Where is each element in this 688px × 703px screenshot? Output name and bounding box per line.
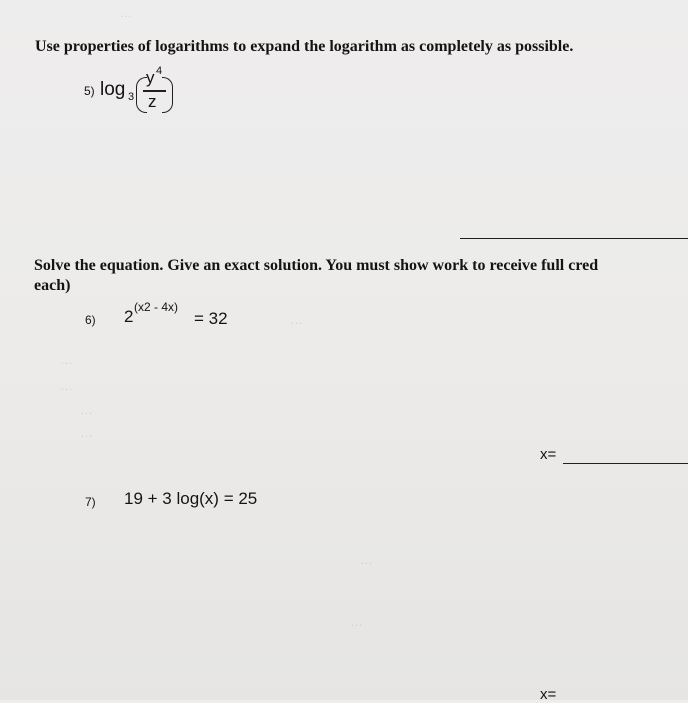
bleed-through-text: … [80, 425, 93, 440]
equation-rhs: = 32 [194, 309, 228, 328]
numerator-exponent: 4 [156, 65, 163, 77]
instruction-expand: Use properties of logarithms to expand the logarithm as completely as possible. [35, 38, 574, 55]
exponent: (x2 - 4x) [134, 300, 179, 314]
bleed-through-text: … [60, 378, 73, 393]
bleed-through-text: … [360, 552, 373, 567]
log-function: log [100, 79, 126, 100]
numerator-variable: y [146, 68, 155, 87]
answer-label-6: x= [540, 446, 557, 463]
problem-number: 6) [85, 313, 96, 327]
answer-label-7: x= [540, 686, 557, 703]
bleed-through-text: … [120, 6, 132, 20]
answer-line-5 [460, 238, 688, 239]
problem-number: 5) [84, 84, 95, 98]
problem-number: 7) [85, 495, 96, 509]
bleed-through-text: … [80, 402, 93, 417]
answer-line-6 [563, 463, 688, 464]
bleed-through-text: … [60, 352, 73, 367]
instruction-solve-line1: Solve the equation. Give an exact solution. You must show work to receive full cred [34, 257, 599, 274]
denominator: z [148, 92, 157, 111]
exponential-base: 2 [124, 307, 134, 326]
right-parenthesis [162, 77, 173, 113]
bleed-through-text: … [290, 312, 303, 327]
instruction-solve-line2: each) [34, 277, 71, 294]
equation: 19 + 3 log(x) = 25 [124, 489, 258, 508]
bleed-through-text: … [350, 614, 363, 629]
log-base: 3 [128, 91, 135, 103]
